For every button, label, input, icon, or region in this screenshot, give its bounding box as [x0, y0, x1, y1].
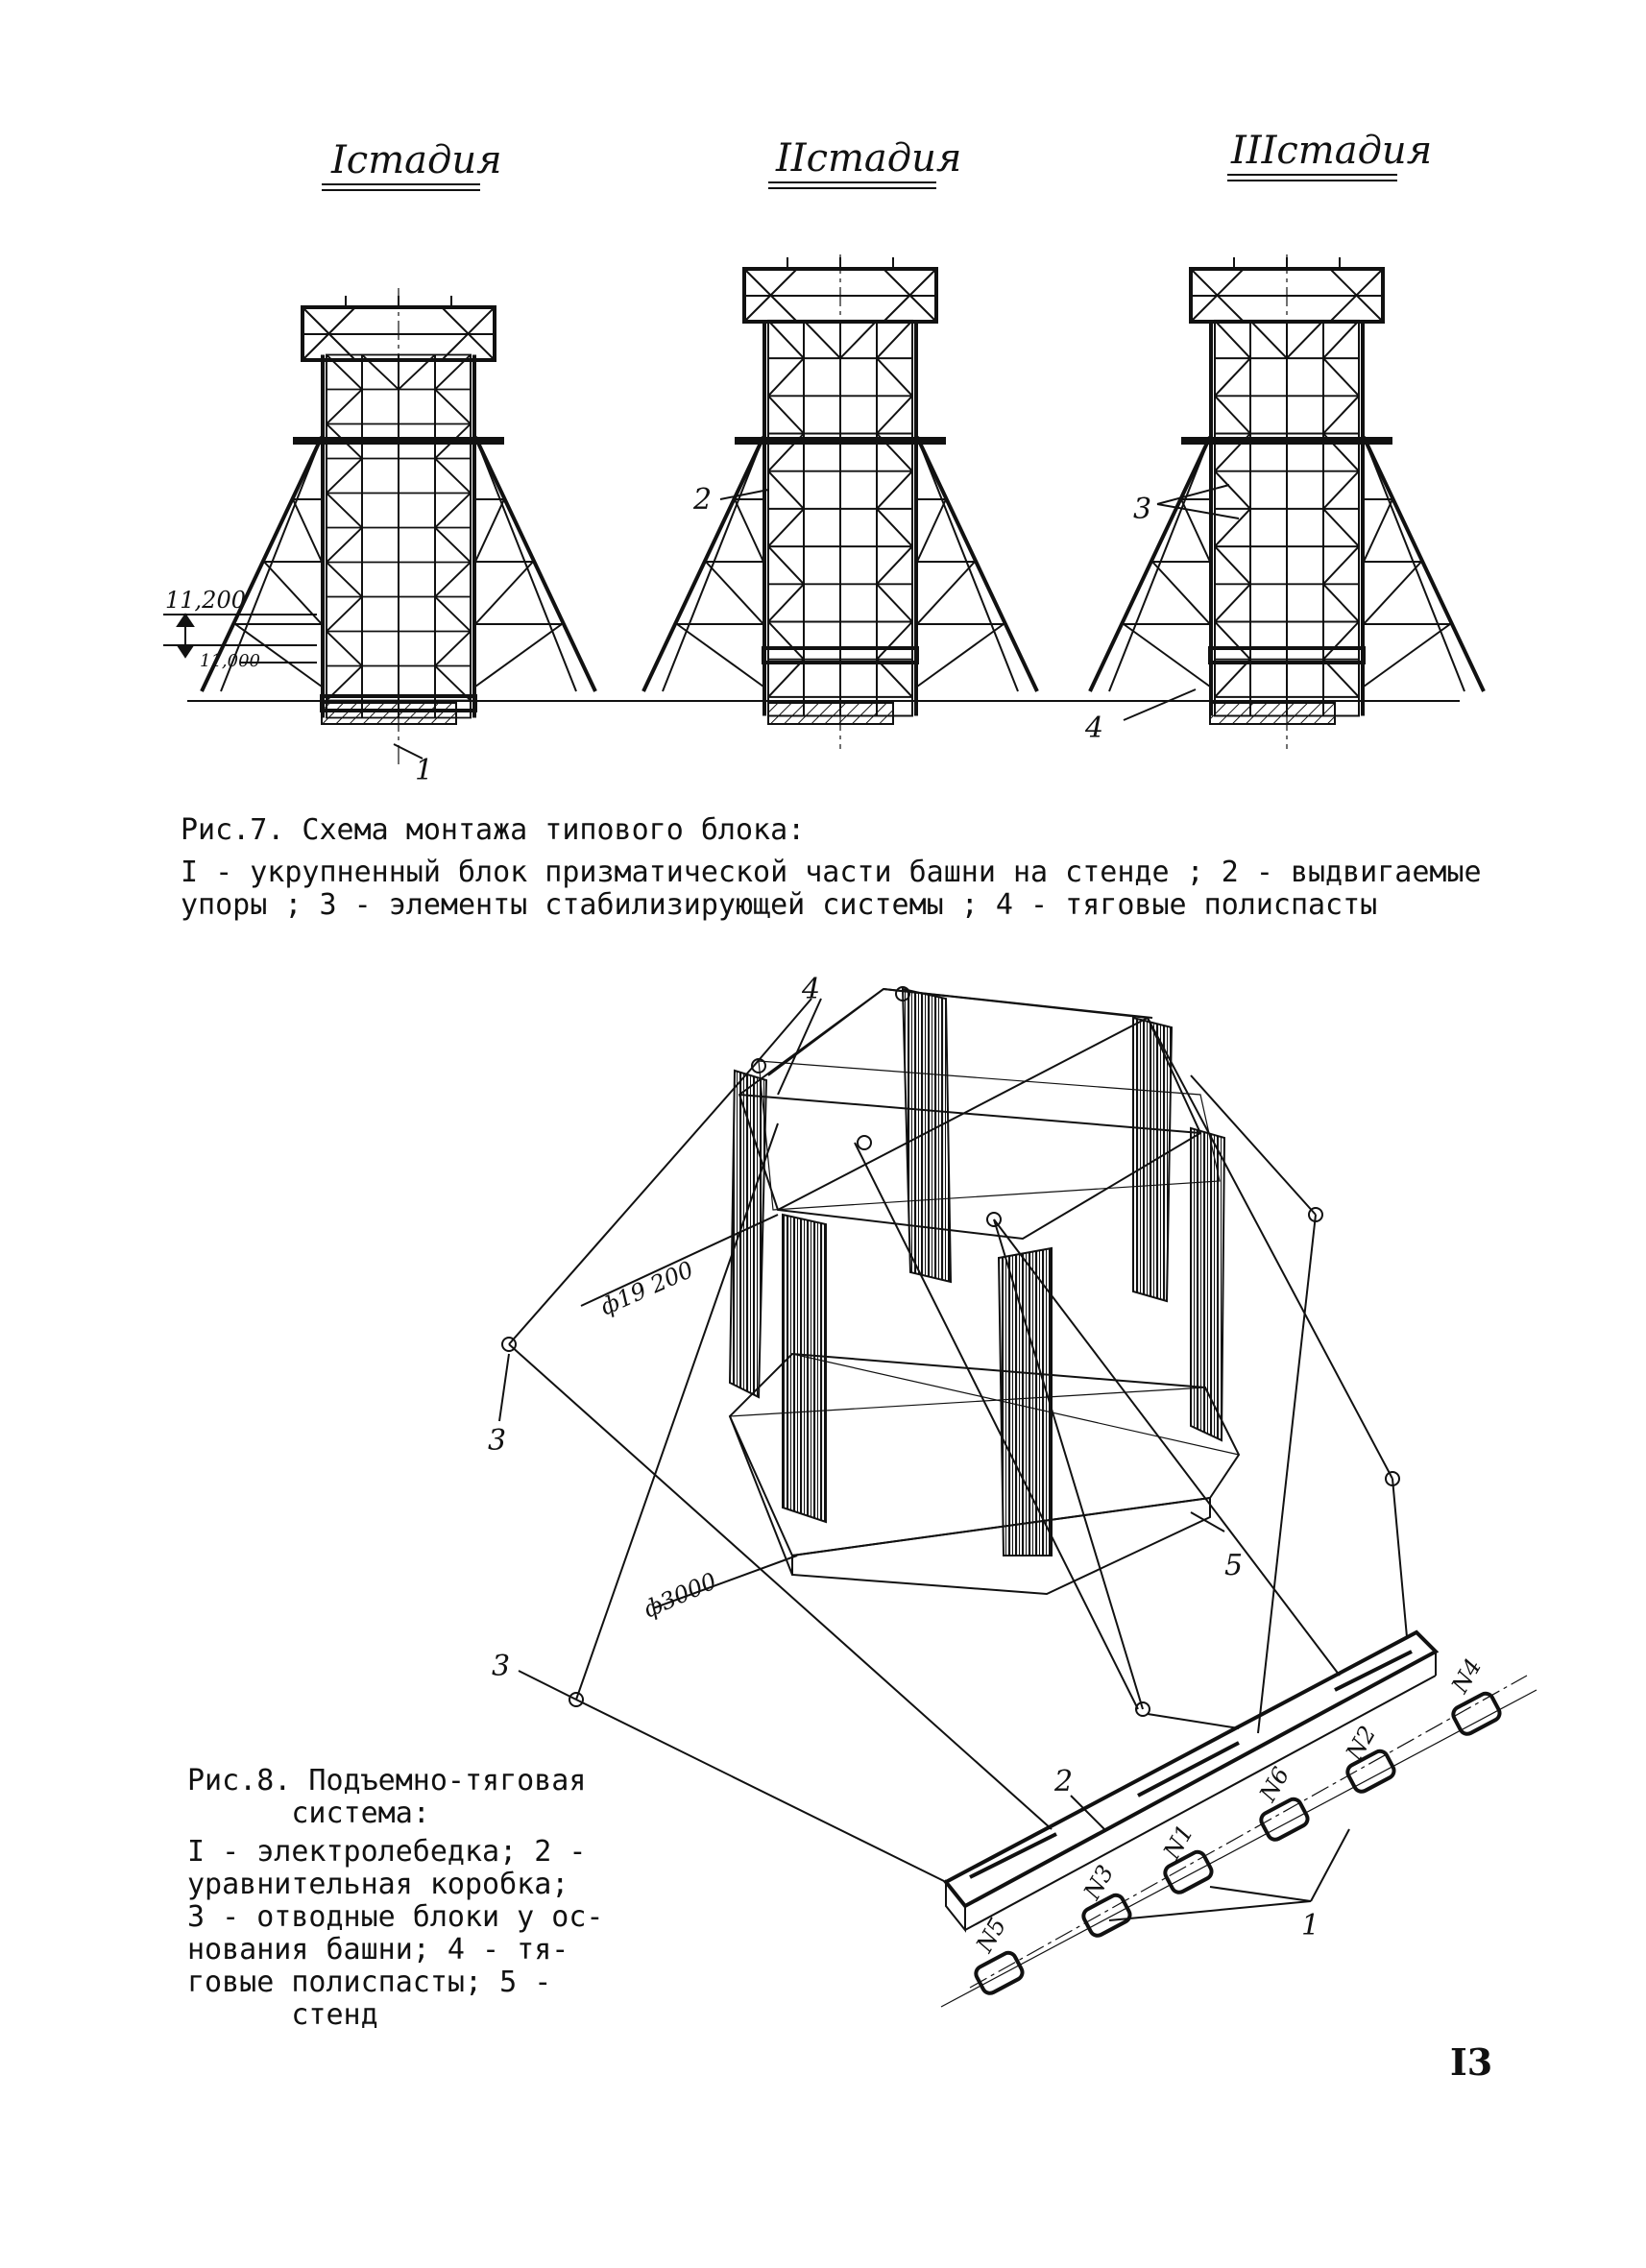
block-label-n2: N2	[1340, 1721, 1382, 1765]
fig8-callout-4: 4	[802, 973, 821, 1006]
stage-title-1: Iстадия	[331, 138, 502, 182]
stand-slab	[792, 1498, 1210, 1594]
stage-title-3: IIIстадия	[1231, 129, 1433, 173]
fig8-diagram	[488, 973, 1537, 2007]
fig8-callout-3-left: 3	[488, 1424, 507, 1458]
page-number: I3	[1450, 2040, 1493, 2084]
fig7-caption-body: I - укрупненный блок призматической части башни на стенде ; 2 - выдвигаемые упоры ; 3 - элементы стабилизирующей системы ; 4 - тяговые полиспасты	[181, 856, 1482, 922]
level-upper-label: 11,200	[165, 587, 246, 614]
fig8-callout-3-low: 3	[492, 1650, 511, 1683]
dim-top-label: ф19 200	[596, 1256, 698, 1321]
fig7-caption-title: Рис.7. Схема монтажа типового блока:	[181, 813, 806, 847]
block-label-n6: N6	[1253, 1762, 1295, 1806]
fig7-callout-3: 3	[1133, 493, 1152, 526]
anchor-blocks	[502, 987, 1399, 1716]
fig7-callout-1: 1	[415, 754, 434, 787]
fig7-diagram	[163, 129, 1484, 787]
fig8-caption-title: Рис.8. Подъемно-тяговая система:	[187, 1764, 587, 1830]
stage-title-2: IIстадия	[776, 136, 962, 181]
winches	[974, 1691, 1503, 1996]
fig7-callout-4: 4	[1085, 712, 1104, 745]
fig7-callout-2: 2	[693, 483, 713, 517]
foundation-3	[1210, 703, 1335, 724]
fig8-callout-5: 5	[1224, 1549, 1244, 1582]
dim-base-label: ф3000	[640, 1567, 721, 1624]
block-label-n1: N1	[1157, 1820, 1199, 1864]
block-label-n5: N5	[970, 1913, 1012, 1957]
cable-lines	[509, 989, 1407, 1882]
tower-panels	[730, 989, 1224, 1556]
foundation-1	[322, 703, 456, 724]
block-label-n3: N3	[1077, 1860, 1120, 1904]
fig8-callout-1: 1	[1301, 1909, 1320, 1942]
fig8-callout-2: 2	[1054, 1765, 1074, 1798]
fig8-caption-body: I - электролебедка; 2 - уравнительная коробка; 3 - отводные блоки у ос- нования башни; 4 - тя- говые полиспасты; 5 - стенд	[187, 1835, 604, 2032]
level-lower-label: 11,000	[200, 651, 260, 671]
block-label-n4: N4	[1445, 1653, 1488, 1698]
tower-stage-1	[202, 288, 595, 768]
foundation-2	[768, 703, 893, 724]
